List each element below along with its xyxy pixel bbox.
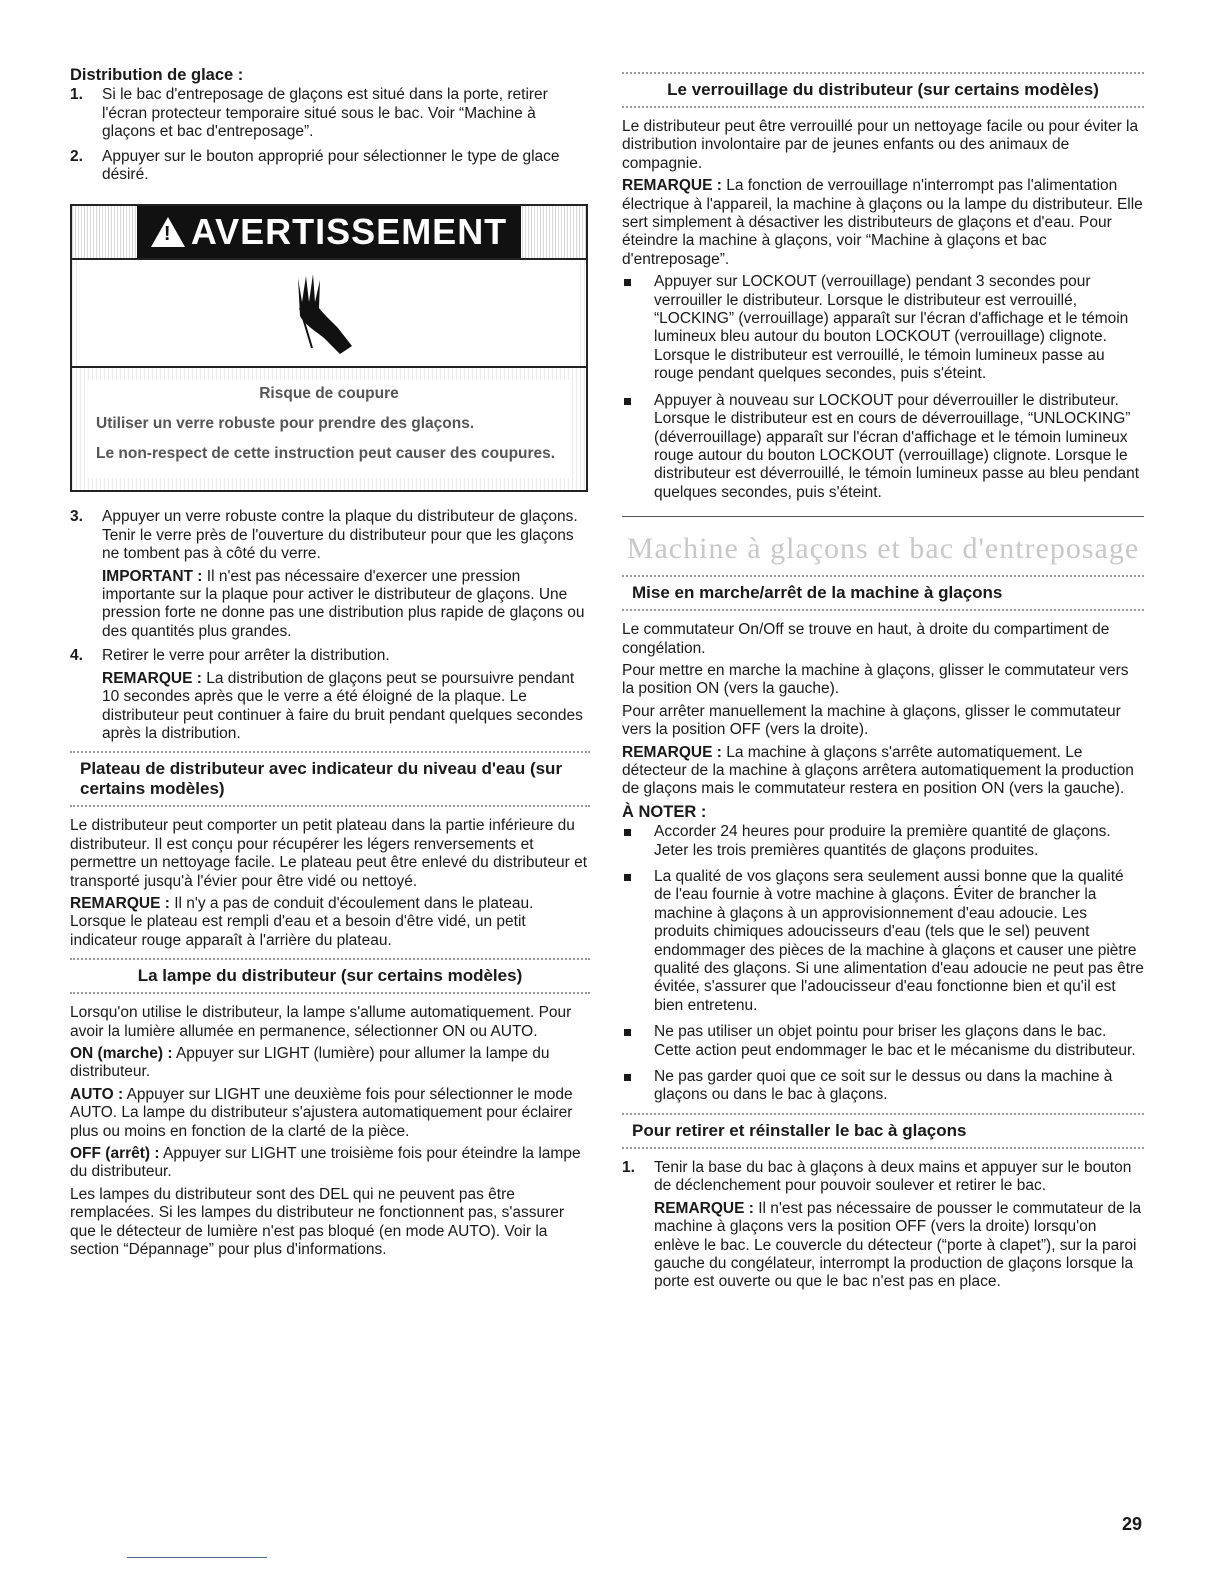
section-title: La lampe du distributeur (sur certains modèles) <box>137 966 523 986</box>
left-column: Distribution de glace : 1. Si le bac d'entreposage de glaçons est situé dans la porte, retirer l'écran protecteur temporaire situé sous le bac. Voir “Machine à glaçons et bac d'entreposage”. 2. Appuyer sur le bouton approprié pour sélectionner le type de glace désiré. ! AVERTISSEMENT Risque de coupure Utiliser un verre robuste pour prendre des glaçons. Le non-respect de cette instruction peut causer des coupures. 3. Appuyer un verre robuste contre la plaque du distributeur de glaçons. Tenir le verre près de l'ouverture du distributeur pour que les glaçons ne tombent pas à côté du verre. IMPORTANT : Il n'est pas nécessaire d'exercer une pression importante sur la plaque pour activer le distributeur de glaçons. Une pression forte ne donne pas une distribution plus rapide de glaçons ou des quantités plus grandes. 4. Retirer le verre pour arrêter la distribution. REMARQUE : La distribution de glaçons peut se poursuivre pendant 10 secondes après que le verre a été éloigné de la plaque. Le distributeur peut continuer à faire du bruit pendant quelques secondes après la distribution. Plateau de distributeur avec indicateur du niveau d'eau (sur certains modèles) Le distributeur peut comporter un petit plateau dans la partie inférieure du distributeur. Il est conçu pour récupérer les légers renversements et permettre un nettoyage facile. Le plateau peut être enlevé du distributeur et transporté jusqu'à l'évier pour être vidé ou nettoyé. REMARQUE : Il n'y a pas de conduit d'écoulement dans le plateau. Lorsque le plateau est rempli d'eau et a besoin d'être vidé, un petit indicateur rouge apparaît à l'arrière du plateau. La lampe du distributeur (sur certains modèles) Lorsqu'on utilise le distributeur, la lampe s'allume automatiquement. Pour avoir la lumière allumée en permanence, sélectionner ON ou AUTO. ON (marche) : Appuyer sur LIGHT (lumière) pour allumer la lampe du distributeur. AUTO : Appuyer sur LIGHT une deuxième fois pour sélectionner le mode AUTO. La lampe du distributeur s'ajustera automatiquement pour éclairer plus ou moins en fonction de la clarté de la pièce. OFF (arrêt) : Appuyer sur LIGHT une troisième fois pour éteindre la lampe du distributeur. Les lampes du distributeur sont des DEL qui ne peuvent pas être remplacées. Si les lampes du distributeur ne fonctionnent pas, s'assurer que le détecteur de lumière n'est pas bloqué (en mode AUTO). Voir la section “Dépannage” pour plus d'informations. <box>70 66 590 1263</box>
list-item: 3. Appuyer un verre robuste contre la plaque du distributeur de glaçons. Tenir le verre près de l'ouverture du distributeur pour que les glaçons ne tombent pas à côté du verre. IMPORTANT : Il n'est pas nécessaire d'exercer une pression importante sur la plaque pour activer le distributeur de glaçons. Une pression forte ne donne pas une distribution plus rapide de glaçons ou des quantités plus grandes. <box>70 508 585 640</box>
warning-consequence: Le non-respect de cette instruction peut causer des coupures. <box>96 445 556 463</box>
page-number: 29 <box>1121 1514 1142 1534</box>
list-item: 4. Retirer le verre pour arrêter la distribution. REMARQUE : La distribution de glaçons peut se poursuivre pendant 10 secondes après que le verre a été éloigné de la plaque. Le distributeur peut continuer à faire du bruit pendant quelques secondes après la distribution. <box>70 647 583 742</box>
warning-instruction: Utiliser un verre robuste pour prendre des glaçons. <box>96 415 475 433</box>
hand-cut-icon <box>278 268 358 358</box>
list-item: Ne pas utiliser un objet pointu pour briser les glaçons dans le bac. Cette action peut endommager le bac et le mécanisme du distributeur. <box>622 1023 1144 1060</box>
section-title: Plateau de distributeur avec indicateur du niveau d'eau (sur certains modèles) <box>80 759 563 799</box>
bullet-icon <box>624 1029 631 1036</box>
note-heading: À NOTER : <box>622 802 707 821</box>
section-lock-header <box>622 72 1144 108</box>
bullet-icon <box>624 279 631 286</box>
distribution-title: Distribution de glace : <box>70 66 244 84</box>
hazard-label: Risque de coupure <box>259 385 399 403</box>
warning-triangle-icon: ! <box>151 217 185 247</box>
chapter-title: Machine à glaçons et bac d'entreposage <box>626 532 1140 566</box>
right-column: Le verrouillage du distributeur (sur certains modèles) Le distributeur peut être verrouillé pour un nettoyage facile ou pour éviter la distribution involontaire par de jeunes enfants ou des animaux de compagnie. REMARQUE : La fonction de verrouillage n'interrompt pas l'alimentation électrique à l'appareil, la machine à glaçons ou la lampe du distributeur. Elle sert simplement à désactiver les distributeurs de glaçons et d'eau. Pour éteindre la machine à glaçons, voir “Machine à glaçons et bac d'entreposage”. Appuyer sur LOCKOUT (verrouillage) pendant 3 secondes pour verrouiller le distributeur. Lorsque le distributeur est verrouillé, “LOCKING” (verrouillage) apparaît sur l'écran d'affichage et le témoin lumineux bleu autour du bouton LOCKOUT (verrouillage) clignote. Lorsque le distributeur est verrouillé, le témoin lumineux passe au rouge pendant quelques secondes, puis s'éteint. Appuyer à nouveau sur LOCKOUT pour déverrouiller le distributeur. Lorsque le distributeur est en cours de déverrouillage, “UNLOCKING” (déverrouillage) apparaît sur l'écran d'affichage et le témoin lumineux rouge autour du bouton LOCKOUT (verrouillage) clignote. Lorsque le distributeur est déverrouillé, le témoin lumineux passe au bleu pendant quelques secondes, puis s'éteint. Machine à glaçons et bac d'entreposage Mise en marche/arrêt de la machine à glaçons Le commutateur On/Off se trouve en haut, à droite du compartiment de congélation. Pour mettre en marche la machine à glaçons, glisser le commutateur vers la position ON (vers la gauche). Pour arrêter manuellement la machine à glaçons, glisser le commutateur vers la position OFF (vers la droite). REMARQUE : La machine à glaçons s'arrête automatiquement. Le détecteur de la machine à glaçons arrêtera automatiquement la production de glaçons mais le commutateur restera en position ON (vers la gauche). À NOTER : Accorder 24 heures pour produire la première quantité de glaçons. Jeter les trois premières quantités de glaçons produites. La qualité de vos glaçons sera seulement aussi bonne que la qualité de l'eau fournie à votre machine à glaçons. Éviter de brancher la machine à glaçons à un approvisionnement d'eau adoucie. Les produits chimiques adoucisseurs d'eau (tels que le sel) peuvent endommager des pièces de la machine à glaçons et causer une piètre qualité des glaçons. Si une alimentation d'eau adoucie ne peut pas être évitée, s'assurer que l'adoucisseur d'eau fonctionne bien et qu'il est bien entretenu. Ne pas utiliser un objet pointu pour briser les glaçons dans le bac. Cette action peut endommager le bac et le mécanisme du distributeur. Ne pas garder quoi que ce soit sur le dessus ou dans la machine à glaçons ou dans le bac à glaçons. Pour retirer et réinstaller le bac à glaçons 1. Tenir la base du bac à glaçons à deux mains et appuyer sur le bouton de déclenchement pour pouvoir soulever et retirer le bac. REMARQUE : Il n'est pas nécessaire de pousser le commutateur de la machine à glaçons vers la position OFF (vers la droite) lorsqu'on enlève le bac. Le couvercle du détecteur (“porte à clapet”), sur la paroi gauche du congélateur, interrompt la production de glaçons lorsque la porte est ouverte ou que le bac n'est pas en place. <box>622 66 1144 1298</box>
list-item: Accorder 24 heures pour produire la première quantité de glaçons. Jeter les trois premières quantités de glaçons produites. <box>622 823 1144 860</box>
list-item: Appuyer à nouveau sur LOCKOUT pour déverrouiller le distributeur. Lorsque le distributeur est en cours de déverrouillage, “UNLOCKING” (déverrouillage) apparaît sur l'écran d'affichage et le témoin lumineux rouge autour du bouton LOCKOUT (verrouillage) clignote. Lorsque le distributeur est déverrouillé, le témoin lumineux passe au bleu pendant quelques secondes, puis s'éteint. <box>622 392 1144 502</box>
section-title: Pour retirer et réinstaller le bac à glaçons <box>632 1120 967 1140</box>
list-item: La qualité de vos glaçons sera seulement aussi bonne que la qualité de l'eau fournie à votre machine à glaçons. Éviter de brancher la machine à glaçons à un approvisionnement d'eau adoucie. Les produits chimiques adoucisseurs d'eau (tels que le sel) peuvent endommager des pièces de la machine à glaçons et causer une piètre qualité des glaçons. Si une alimentation d'eau adoucie ne peut pas être évitée, s'assurer que l'adoucisseur d'eau fonctionne bien et qu'il est bien entretenu. <box>622 868 1144 1015</box>
warning-title: AVERTISSEMENT <box>190 211 508 253</box>
warning-box <box>70 204 588 492</box>
section-title: Mise en marche/arrêt de la machine à glaçons <box>632 583 1003 603</box>
section-lampe-header <box>70 958 590 994</box>
section-mise-header <box>622 575 1144 611</box>
footer-divider <box>127 1557 267 1558</box>
section-title: Le verrouillage du distributeur (sur certains modèles) <box>667 80 1099 99</box>
list-item: 1. Si le bac d'entreposage de glaçons est situé dans la porte, retirer l'écran protecteur temporaire situé sous le bac. Voir “Machine à glaçons et bac d'entreposage”. <box>70 86 548 141</box>
section-retirer-header <box>622 1113 1144 1149</box>
bullet-icon <box>624 874 631 881</box>
section-plateau-header <box>70 751 590 807</box>
list-item: 2. Appuyer sur le bouton approprié pour sélectionner le type de glace désiré. <box>70 147 560 184</box>
bullet-icon <box>624 829 631 836</box>
bullet-icon <box>624 398 631 405</box>
list-item: 1. Tenir la base du bac à glaçons à deux mains et appuyer sur le bouton de déclenchement pour pouvoir soulever et retirer le bac. REMARQUE : Il n'est pas nécessaire de pousser le commutateur de la machine à glaçons vers la position OFF (vers la droite) lorsqu'on enlève le bac. Le couvercle du détecteur (“porte à clapet”), sur la paroi gauche du congélateur, interrompt la production de glaçons lorsque la porte est ouverte ou que le bac n'est pas en place. <box>622 1158 1142 1291</box>
list-item: Ne pas garder quoi que ce soit sur le dessus ou dans la machine à glaçons ou dans le bac à glaçons. <box>622 1068 1144 1105</box>
list-item: Appuyer sur LOCKOUT (verrouillage) pendant 3 secondes pour verrouiller le distributeur. Lorsque le distributeur est verrouillé, “LOCKING” (verrouillage) apparaît sur l'écran d'affichage et le témoin lumineux bleu autour du bouton LOCKOUT (verrouillage) clignote. Lorsque le distributeur est verrouillé, le témoin lumineux passe au rouge pendant quelques secondes, puis s'éteint. <box>622 273 1144 383</box>
warning-header <box>72 206 586 260</box>
warning-pictogram <box>72 260 586 368</box>
bullet-icon <box>624 1074 631 1081</box>
